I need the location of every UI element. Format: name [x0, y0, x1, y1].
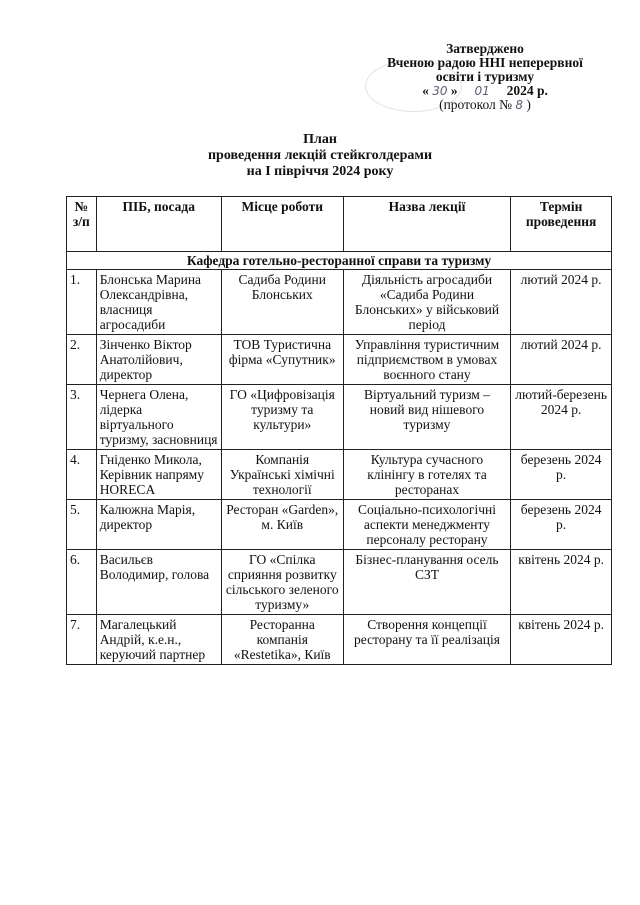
row-person: Чернега Олена, лідерка віртуального туризму, засновниця: [96, 385, 221, 450]
header-term: Термін проведення: [511, 197, 612, 252]
table-row: [67, 550, 612, 615]
row-lecture: Створення концепції ресторану та її реалізація: [343, 615, 511, 665]
row-person: Зінченко Віктор Анатолійович, директор: [96, 335, 221, 385]
protocol-number-handwritten: 8: [515, 98, 524, 112]
row-term: березень 2024 р.: [511, 450, 612, 500]
row-number: 7.: [67, 615, 97, 665]
row-workplace: Садиба Родини Блонських: [221, 270, 343, 335]
lecture-plan-table: [66, 196, 612, 665]
table-header-row: [67, 197, 612, 252]
title-line-3: на І півріччя 2024 року: [246, 164, 394, 179]
approval-date: [360, 84, 610, 98]
approval-block: [360, 42, 610, 112]
date-quote-open: «: [422, 83, 429, 98]
date-day-handwritten: 30: [432, 84, 448, 98]
row-number: 2.: [67, 335, 97, 385]
row-lecture: Культура сучасного клінінгу в готелях та ресторанах: [343, 450, 511, 500]
row-person: Магалецький Андрій, к.е.н., керуючий партнер: [96, 615, 221, 665]
table-row: [67, 450, 612, 500]
row-term: березень 2024 р.: [511, 500, 612, 550]
row-term: лютий-березень 2024 р.: [511, 385, 612, 450]
row-workplace: Ресторан «Garden», м. Київ: [221, 500, 343, 550]
row-person: Гніденко Микола, Керівник напряму HORECA: [96, 450, 221, 500]
row-workplace: ГО «Спілка сприяння розвитку сільського зеленого туризму»: [221, 550, 343, 615]
row-lecture: Соціально-психологічні аспекти менеджменту персоналу ресторану: [343, 500, 511, 550]
row-workplace: Ресторанна компанія «Restetika», Київ: [221, 615, 343, 665]
header-workplace: Місце роботи: [221, 197, 343, 252]
row-number: 3.: [67, 385, 97, 450]
title-line-2: проведення лекцій стейкголдерами: [207, 148, 433, 163]
document-title: [0, 132, 640, 180]
approval-protocol: [360, 98, 610, 112]
table-row: [67, 615, 612, 665]
row-number: 6.: [67, 550, 97, 615]
approval-line-1: Вченою радою ННІ неперервної: [387, 55, 583, 70]
row-lecture: Управління туристичним підприємством в умовах воєнного стану: [343, 335, 511, 385]
row-person: Блонська Марина Олександрівна, власниця агросадиби: [96, 270, 221, 335]
department-row: [67, 252, 612, 270]
row-person: Васильєв Володимир, голова: [96, 550, 221, 615]
row-workplace: Компанія Українські хімічні технології: [221, 450, 343, 500]
date-quote-close: »: [450, 83, 458, 98]
approval-heading: Затверджено: [446, 41, 524, 56]
table-row: [67, 385, 612, 450]
date-year: 2024 р.: [506, 83, 548, 98]
row-workplace: ТОВ Туристична фірма «Супутник»: [221, 335, 343, 385]
department-name: Кафедра готельно-ресторанної справи та туризму: [67, 252, 612, 270]
row-term: лютий 2024 р.: [511, 270, 612, 335]
header-lecture: Назва лекції: [343, 197, 511, 252]
row-term: лютий 2024 р.: [511, 335, 612, 385]
title-line-1: План: [303, 132, 337, 147]
approval-line-2: освіти і туризму: [435, 69, 535, 84]
date-month-handwritten: 01: [474, 84, 490, 98]
row-term: квітень 2024 р.: [511, 550, 612, 615]
protocol-prefix: (протокол №: [439, 97, 513, 112]
row-lecture: Діяльність агросадиби «Садиба Родини Блонських» у військовий період: [343, 270, 511, 335]
row-lecture: Віртуальний туризм – новий вид нішевого туризму: [343, 385, 511, 450]
header-person: ПІБ, посада: [96, 197, 221, 252]
table-row: [67, 335, 612, 385]
header-num: № з/п: [67, 197, 97, 252]
row-number: 5.: [67, 500, 97, 550]
row-workplace: ГО «Цифровізація туризму та культури»: [221, 385, 343, 450]
row-number: 1.: [67, 270, 97, 335]
table-row: [67, 500, 612, 550]
row-term: квітень 2024 р.: [511, 615, 612, 665]
row-number: 4.: [67, 450, 97, 500]
row-person: Калюжна Марія, директор: [96, 500, 221, 550]
protocol-suffix: ): [526, 97, 531, 112]
row-lecture: Бізнес-планування осель СЗТ: [343, 550, 511, 615]
table-row: [67, 270, 612, 335]
